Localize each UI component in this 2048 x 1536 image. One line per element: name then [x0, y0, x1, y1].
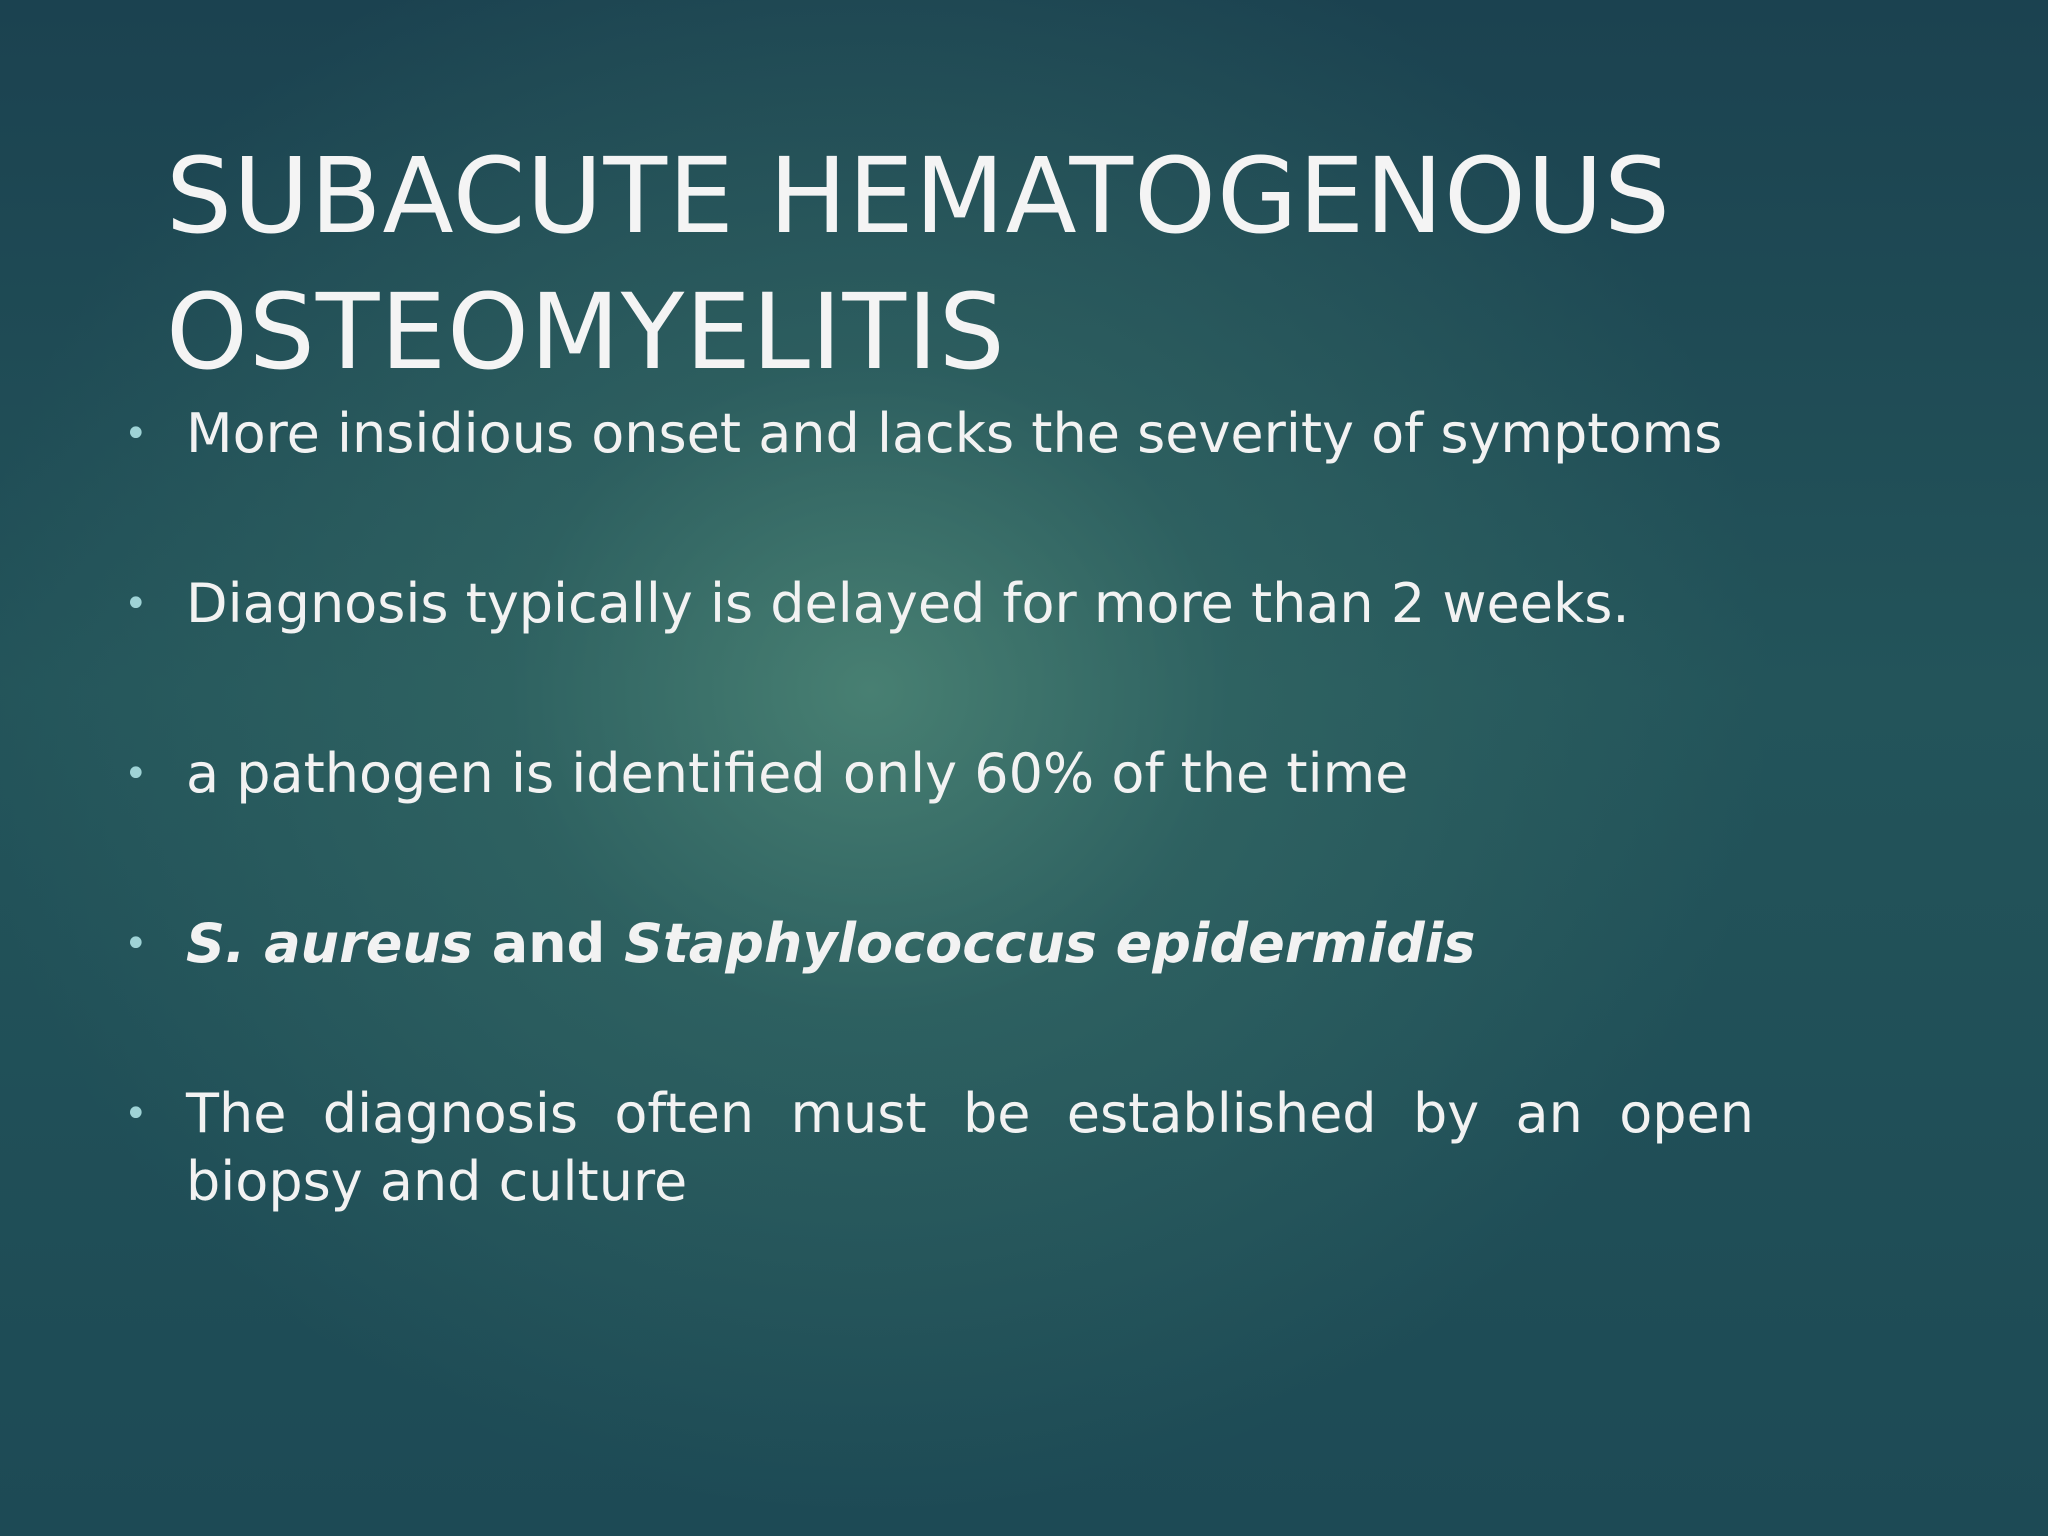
- bullet-text: [186, 910, 1754, 978]
- bullet-dot: •: [124, 751, 148, 797]
- bullet-item: [124, 740, 1754, 808]
- bullet-text: More insidious onset and lacks the severity of symptoms: [186, 402, 1723, 465]
- slide-title-line-2: OSTEOMYELITIS: [166, 271, 1006, 393]
- slide-title: [166, 128, 1966, 400]
- bullet-item: [124, 910, 1754, 978]
- bullet-dot: •: [124, 1091, 148, 1137]
- bullet-text: Diagnosis typically is delayed for more than 2 weeks.: [186, 572, 1630, 635]
- organism-name-s-epidermidis: Staphylococcus epidermidis: [624, 912, 1476, 975]
- bullet-item: [124, 570, 1754, 638]
- bullet-text: a pathogen is identified only 60% of the time: [186, 742, 1409, 805]
- bullet-item: [124, 400, 1754, 468]
- bullet-item: [124, 1080, 1754, 1216]
- conjunction-text: and: [472, 912, 625, 975]
- organism-name-s-aureus: S. aureus: [186, 912, 473, 975]
- bullet-text: The diagnosis often must be established by an open biopsy and culture: [186, 1082, 1754, 1213]
- bullet-dot: •: [124, 411, 148, 457]
- bullet-dot: •: [124, 581, 148, 627]
- slide-title-line-1: SUBACUTE HEMATOGENOUS: [166, 135, 1672, 257]
- bullet-dot: •: [124, 921, 148, 967]
- bullet-list: [124, 400, 1754, 1318]
